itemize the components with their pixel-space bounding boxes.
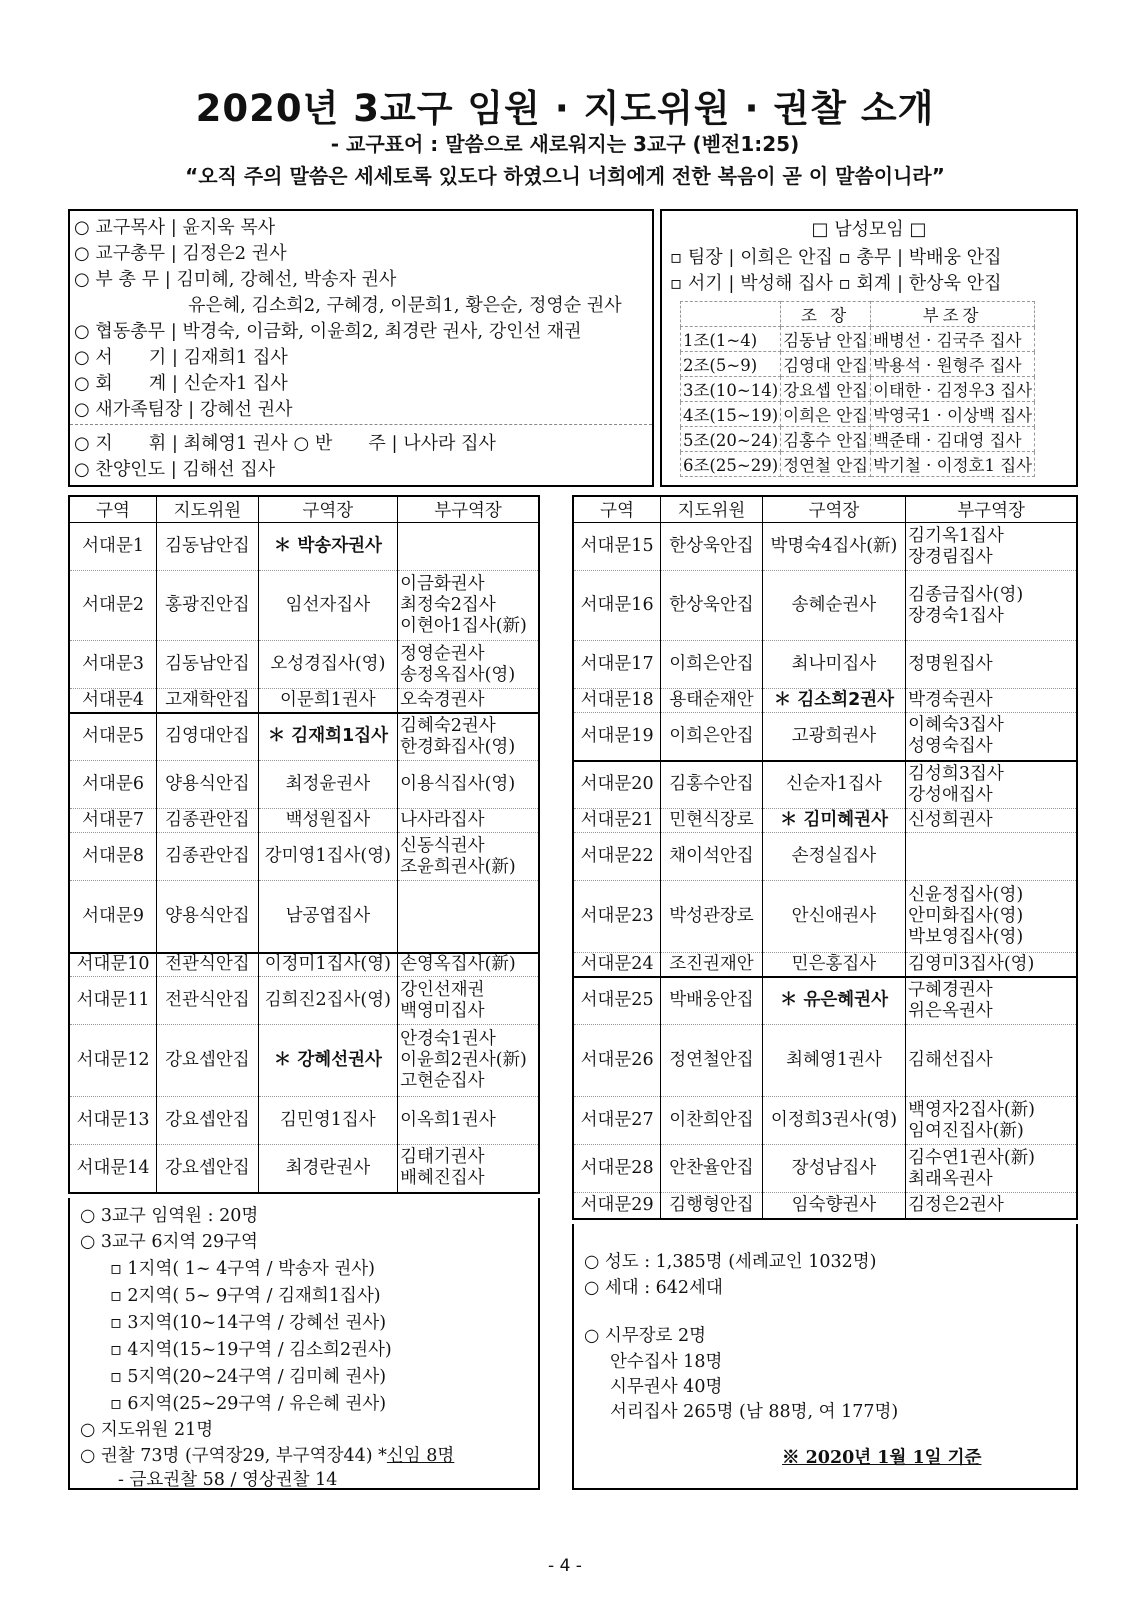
table-row <box>573 881 1077 953</box>
district-cell: 서대문8 <box>69 833 157 881</box>
team-vice: 박기철 · 이정호1 집사 <box>871 452 1035 477</box>
table-row <box>69 833 539 881</box>
table-row <box>573 761 1077 809</box>
team-vice: 백준태 · 김대영 집사 <box>871 427 1035 452</box>
summary-line: ○ 지도위원 21명 <box>80 1420 214 1440</box>
team-name: 3조(10~14) <box>681 377 781 402</box>
summary-line: ▫ 2지역( 5~ 9구역 / 김재희1집사) <box>110 1286 381 1306</box>
table-row <box>573 833 1077 881</box>
summary-line: ○ 3교구 임역원 : 20명 <box>80 1206 259 1226</box>
table-row <box>573 1025 1077 1097</box>
district-cell: 서대문20 <box>573 761 661 809</box>
vice-leader-cell: 김태기권사 배혜진집사 <box>398 1145 539 1193</box>
leader-cell: 박명숙4집사(新) <box>762 523 905 571</box>
leader-cell: 이정희3권사(영) <box>762 1097 905 1145</box>
table-row <box>573 809 1077 833</box>
leader-cell: 장성남집사 <box>762 1145 905 1193</box>
table-row <box>573 571 1077 641</box>
table-row <box>573 523 1077 571</box>
leader-cell: 김민영1집사 <box>258 1097 397 1145</box>
advisor-cell: 김홍수안집 <box>661 761 763 809</box>
table-row <box>573 689 1077 713</box>
team-name: 4조(15~19) <box>681 402 781 427</box>
district-cell: 서대문22 <box>573 833 661 881</box>
vice-leader-cell: 박경숙권사 <box>906 689 1077 713</box>
leader-cell: ＊ 강혜선권사 <box>258 1025 397 1097</box>
leader-line: ○ 회 계 | 신순자1 집사 <box>74 373 288 394</box>
advisor-cell: 안찬율안집 <box>661 1145 763 1193</box>
leader-cell: 이정미1집사(영) <box>258 953 397 977</box>
leader-cell: 손정실집사 <box>762 833 905 881</box>
summary-line: ○ 3교구 6지역 29구역 <box>80 1232 258 1252</box>
team-name: 2조(5~9) <box>681 352 781 377</box>
summary-line: ▫ 6지역(25~29구역 / 유은혜 권사) <box>110 1394 387 1414</box>
col-advisor: 지도위원 <box>661 496 763 523</box>
summary-line: 안수집사 18명 <box>610 1352 723 1372</box>
district-cell: 서대문26 <box>573 1025 661 1097</box>
table-row <box>573 713 1077 761</box>
leader-cell: 김희진2집사(영) <box>258 977 397 1025</box>
district-cell: 서대문23 <box>573 881 661 953</box>
vice-leader-cell <box>398 881 539 953</box>
new-count: 신임 8명 <box>386 1446 455 1466</box>
district-motto: - 교구표어 : 말씀으로 새로워지는 3교구 (벧전1:25) <box>330 132 800 156</box>
reference-date: ※ 2020년 1월 1일 기준 <box>782 1448 982 1468</box>
leader-line: ○ 교구총무 | 김정은2 권사 <box>74 243 287 264</box>
leader-cell: 민은홍집사 <box>762 953 905 977</box>
summary-line: ▫ 5지역(20~24구역 / 김미혜 권사) <box>110 1367 387 1387</box>
advisor-cell: 양용식안집 <box>157 881 259 953</box>
advisor-cell: 김행형안집 <box>661 1193 763 1219</box>
advisor-cell: 한상욱안집 <box>661 571 763 641</box>
leader-cell: 신순자1집사 <box>762 761 905 809</box>
leader-line: ○ 지 휘 | 최혜영1 권사 ○ 반 주 | 나사라 집사 <box>74 433 496 454</box>
district-cell: 서대문14 <box>69 1145 157 1193</box>
table-row <box>69 1025 539 1097</box>
leader-cell: ＊ 박송자권사 <box>258 523 397 571</box>
advisor-cell: 이찬희안집 <box>661 1097 763 1145</box>
advisor-cell: 고재학안집 <box>157 689 259 713</box>
districts-table-left <box>68 495 540 1194</box>
advisor-cell: 김종관안집 <box>157 833 259 881</box>
summary-line: ○ 시무장로 2명 <box>584 1326 707 1346</box>
leader-line: ○ 부 총 무 | 김미혜, 강혜선, 박송자 권사 <box>74 269 397 290</box>
districts-table-right <box>572 495 1078 1220</box>
vice-leader-cell <box>398 523 539 571</box>
table-row <box>573 1145 1077 1193</box>
leader-cell: 안신애권사 <box>762 881 905 953</box>
leader-cell: ＊ 유은혜권사 <box>762 977 905 1025</box>
advisor-cell: 전관식안집 <box>157 953 259 977</box>
leader-cell: ＊ 김소희2권사 <box>762 689 905 713</box>
team-leader: 김영대 안집 <box>781 352 871 377</box>
advisor-cell: 용태순재안 <box>661 689 763 713</box>
district-cell: 서대문11 <box>69 977 157 1025</box>
district-cell: 서대문2 <box>69 571 157 641</box>
advisor-cell: 민현식장로 <box>661 809 763 833</box>
district-cell: 서대문29 <box>573 1193 661 1219</box>
advisor-cell: 채이석안집 <box>661 833 763 881</box>
leader-cell: 임숙향권사 <box>762 1193 905 1219</box>
advisor-cell: 김영대안집 <box>157 713 259 761</box>
mens-group-header: □ 남성모임 □ <box>811 219 927 240</box>
leader-cell: 송혜순권사 <box>762 571 905 641</box>
advisor-cell: 정연철안집 <box>661 1025 763 1097</box>
team-row <box>681 352 1035 377</box>
team-row <box>681 327 1035 352</box>
vice-leader-cell: 안경숙1권사 이윤희2권사(新) 고현순집사 <box>398 1025 539 1097</box>
advisor-cell: 이희은안집 <box>661 713 763 761</box>
table-row <box>69 881 539 953</box>
team-leader-header: 조 장 <box>781 302 871 327</box>
team-leader: 이희은 안집 <box>781 402 871 427</box>
vice-leader-cell: 김혜숙2권사 한경화집사(영) <box>398 713 539 761</box>
leader-cell: 최정윤권사 <box>258 761 397 809</box>
summary-line: ▫ 1지역( 1~ 4구역 / 박송자 권사) <box>110 1259 375 1279</box>
team-name: 6조(25~29) <box>681 452 781 477</box>
leader-line: ○ 협동총무 | 박경숙, 이금화, 이윤희2, 최경란 권사, 강인선 재권 <box>74 321 582 342</box>
vice-leader-cell <box>906 833 1077 881</box>
vice-leader-cell: 정영순권사 송정옥집사(영) <box>398 641 539 689</box>
leader-cell: 고광희권사 <box>762 713 905 761</box>
vice-leader-cell: 신윤정집사(영) 안미화집사(영) 박보영집사(영) <box>906 881 1077 953</box>
advisor-cell: 김종관안집 <box>157 809 259 833</box>
district-cell: 서대문27 <box>573 1097 661 1145</box>
table-row <box>69 523 539 571</box>
col-district: 구역 <box>573 496 661 523</box>
vice-leader-cell: 김정은2권사 <box>906 1193 1077 1219</box>
leader-cell: 임선자집사 <box>258 571 397 641</box>
advisor-cell: 조진권재안 <box>661 953 763 977</box>
table-row <box>69 809 539 833</box>
vice-leader-cell: 이용식집사(영) <box>398 761 539 809</box>
advisor-cell: 홍광진안집 <box>157 571 259 641</box>
vice-leader-cell: 구혜경권사 위은옥권사 <box>906 977 1077 1025</box>
team-vice: 이태한 · 김정우3 집사 <box>871 377 1035 402</box>
vice-leader-cell: 김해선집사 <box>906 1025 1077 1097</box>
table-row <box>69 953 539 977</box>
advisor-cell: 강요셉안집 <box>157 1025 259 1097</box>
summary-left <box>68 1198 540 1490</box>
table-row <box>573 953 1077 977</box>
vice-leader-cell: 신동식권사 조윤희권사(新) <box>398 833 539 881</box>
col-vice-leader: 부구역장 <box>398 496 539 523</box>
team-leader: 강요셉 안집 <box>781 377 871 402</box>
leader-cell: 오성경집사(영) <box>258 641 397 689</box>
vice-leader-cell: 이금화권사 최정숙2집사 이현아1집사(新) <box>398 571 539 641</box>
advisor-cell: 김동남안집 <box>157 523 259 571</box>
district-cell: 서대문16 <box>573 571 661 641</box>
summary-line: ▫ 3지역(10~14구역 / 강혜선 권사) <box>110 1313 387 1333</box>
district-cell: 서대문1 <box>69 523 157 571</box>
leaders-box <box>68 209 654 487</box>
team-leader: 김홍수 안집 <box>781 427 871 452</box>
summary-line <box>80 1442 454 1467</box>
col-vice-leader: 부구역장 <box>906 496 1077 523</box>
vice-leader-cell: 백영자2집사(新) 임여진집사(新) <box>906 1097 1077 1145</box>
team-leader: 정연철 안집 <box>781 452 871 477</box>
col-leader: 구역장 <box>762 496 905 523</box>
advisor-cell: 김동남안집 <box>157 641 259 689</box>
leader-line: ○ 새가족팀장 | 강혜선 권사 <box>74 399 293 420</box>
team-vice: 박영국1 · 이상백 집사 <box>871 402 1035 427</box>
vice-leader-cell: 오숙경권사 <box>398 689 539 713</box>
advisor-cell: 박배웅안집 <box>661 977 763 1025</box>
vice-leader-cell: 김종금집사(영) 장경숙1집사 <box>906 571 1077 641</box>
divider <box>70 424 652 425</box>
page-title: 2020년 3교구 임원 · 지도위원 · 권찰 소개 <box>195 87 935 130</box>
table-row <box>69 1145 539 1193</box>
table-row <box>573 641 1077 689</box>
table-row <box>573 977 1077 1025</box>
vice-leader-cell: 김기옥1집사 장경림집사 <box>906 523 1077 571</box>
summary-right <box>572 1224 1078 1490</box>
table-row <box>69 1097 539 1145</box>
leader-line: ○ 서 기 | 김재희1 집사 <box>74 347 288 368</box>
team-leader: 김동남 안집 <box>781 327 871 352</box>
vice-leader-cell: 정명원집사 <box>906 641 1077 689</box>
district-cell: 서대문18 <box>573 689 661 713</box>
team-name: 5조(20~24) <box>681 427 781 452</box>
summary-line: 서리집사 265명 (남 88명, 여 177명) <box>610 1402 899 1422</box>
advisor-cell: 이희은안집 <box>661 641 763 689</box>
vice-leader-cell: 김영미3집사(영) <box>906 953 1077 977</box>
leader-cell: 최혜영1권사 <box>762 1025 905 1097</box>
leader-cell: 최나미집사 <box>762 641 905 689</box>
district-cell: 서대문19 <box>573 713 661 761</box>
col-district: 구역 <box>69 496 157 523</box>
leader-line: ○ 찬양인도 | 김해선 집사 <box>74 459 276 480</box>
mens-group-officers: ▫ 서기 | 박성해 집사 ▫ 회계 | 한상욱 안집 <box>670 273 1002 294</box>
district-cell: 서대문12 <box>69 1025 157 1097</box>
district-cell: 서대문9 <box>69 881 157 953</box>
advisor-cell: 박성관장로 <box>661 881 763 953</box>
district-cell: 서대문4 <box>69 689 157 713</box>
table-row <box>573 1097 1077 1145</box>
district-cell: 서대문5 <box>69 713 157 761</box>
team-vice-header: 부조장 <box>871 302 1035 327</box>
advisor-cell: 강요셉안집 <box>157 1097 259 1145</box>
summary-text: ○ 권찰 73명 (구역장29, 부구역장44) * <box>80 1446 387 1466</box>
district-cell: 서대문6 <box>69 761 157 809</box>
advisor-cell: 강요셉안집 <box>157 1145 259 1193</box>
district-cell: 서대문17 <box>573 641 661 689</box>
district-cell: 서대문10 <box>69 953 157 977</box>
district-cell: 서대문28 <box>573 1145 661 1193</box>
district-cell: 서대문15 <box>573 523 661 571</box>
leader-cell: 남공엽집사 <box>258 881 397 953</box>
leader-line: 유은혜, 김소희2, 구혜경, 이문희1, 황은순, 정영순 권사 <box>188 295 622 316</box>
team-vice: 박용석 · 원형주 집사 <box>871 352 1035 377</box>
mens-teams-table <box>680 301 1035 477</box>
team-row <box>681 377 1035 402</box>
team-row <box>681 402 1035 427</box>
teams-blank-header <box>681 302 781 327</box>
district-cell: 서대문25 <box>573 977 661 1025</box>
vice-leader-cell: 강인선재권 백영미집사 <box>398 977 539 1025</box>
advisor-cell: 양용식안집 <box>157 761 259 809</box>
table-row <box>69 761 539 809</box>
leader-cell: ＊ 김재희1집사 <box>258 713 397 761</box>
district-cell: 서대문13 <box>69 1097 157 1145</box>
vice-leader-cell: 이혜숙3집사 성영숙집사 <box>906 713 1077 761</box>
leader-cell: ＊ 김미혜권사 <box>762 809 905 833</box>
team-vice: 배병선 · 김국주 집사 <box>871 327 1035 352</box>
table-row <box>69 571 539 641</box>
table-row <box>573 1193 1077 1219</box>
mens-group-box <box>660 209 1078 487</box>
advisor-cell: 한상욱안집 <box>661 523 763 571</box>
summary-line: ▫ 4지역(15~19구역 / 김소희2권사) <box>110 1340 392 1360</box>
district-cell: 서대문24 <box>573 953 661 977</box>
summary-line: - 금요권찰 58 / 영상권찰 14 <box>118 1470 338 1490</box>
leader-line: ○ 교구목사 | 윤지욱 목사 <box>74 217 276 238</box>
col-leader: 구역장 <box>258 496 397 523</box>
table-row <box>69 977 539 1025</box>
vice-leader-cell: 나사라집사 <box>398 809 539 833</box>
summary-line: 시무권사 40명 <box>610 1377 723 1397</box>
advisor-cell: 전관식안집 <box>157 977 259 1025</box>
leader-cell: 백성원집사 <box>258 809 397 833</box>
bible-verse: “오직 주의 말씀은 세세토록 있도다 하였으니 너희에게 전한 복음이 곧 이 말씀이니라” <box>185 164 945 188</box>
col-advisor: 지도위원 <box>157 496 259 523</box>
vice-leader-cell: 이옥희1권사 <box>398 1097 539 1145</box>
leader-cell: 최경란권사 <box>258 1145 397 1193</box>
team-row <box>681 452 1035 477</box>
page-number: - 4 - <box>548 1556 582 1576</box>
leader-cell: 이문희1권사 <box>258 689 397 713</box>
district-cell: 서대문21 <box>573 809 661 833</box>
vice-leader-cell: 김성희3집사 강성애집사 <box>906 761 1077 809</box>
table-row <box>69 641 539 689</box>
summary-line: ○ 세대 : 642세대 <box>584 1278 723 1298</box>
vice-leader-cell: 신성희권사 <box>906 809 1077 833</box>
leader-cell: 강미영1집사(영) <box>258 833 397 881</box>
summary-line: ○ 성도 : 1,385명 (세례교인 1032명) <box>584 1252 877 1272</box>
district-cell: 서대문3 <box>69 641 157 689</box>
vice-leader-cell: 손영옥집사(新) <box>398 953 539 977</box>
team-name: 1조(1~4) <box>681 327 781 352</box>
district-cell: 서대문7 <box>69 809 157 833</box>
mens-group-officers: ▫ 팀장 | 이희은 안집 ▫ 총무 | 박배웅 안집 <box>670 247 1002 268</box>
team-row <box>681 427 1035 452</box>
table-row <box>69 713 539 761</box>
table-row <box>69 689 539 713</box>
vice-leader-cell: 김수연1권사(新) 최래옥권사 <box>906 1145 1077 1193</box>
